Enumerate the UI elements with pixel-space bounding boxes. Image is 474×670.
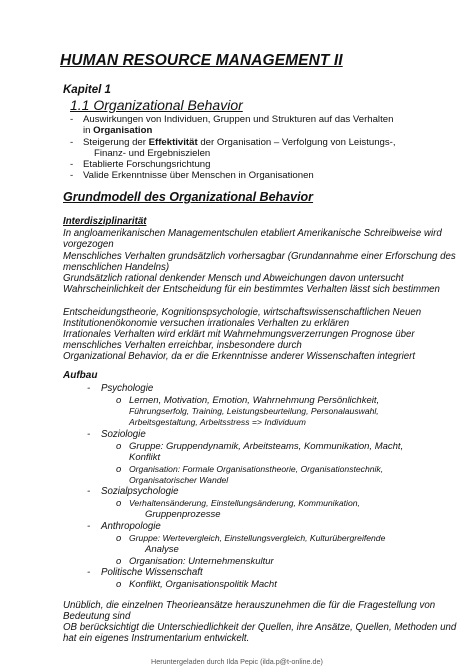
outline-bullet: o bbox=[116, 498, 122, 509]
outline-level2: Konflikt, Organisationspolitik Macht bbox=[129, 579, 277, 590]
paragraph-line: Wahrscheinlichkeit der Entscheidung für ein bestimmtes Verhalten lässt sich bestimmen bbox=[63, 284, 440, 295]
bullet-dash: - bbox=[70, 114, 74, 125]
outline-level2: Konflikt bbox=[129, 452, 161, 463]
aufbau-heading: Aufbau bbox=[63, 370, 98, 381]
outline-level1: Anthropologie bbox=[101, 521, 161, 532]
outline-level2: Gruppenprozesse bbox=[145, 509, 221, 520]
outline-level2: Organisation: Unternehmenskultur bbox=[129, 556, 274, 567]
paragraph-line: hat ein eigenes Instrumentarium entwickelt. bbox=[63, 633, 250, 644]
paragraph-line: Institutionenökonomie versuchen irrationales Verhalten zu erklären bbox=[63, 318, 350, 329]
outline-bullet: o bbox=[116, 395, 122, 406]
outline-level2: Verhaltensänderung, Einstellungsänderung, Kommunikation, bbox=[129, 498, 360, 508]
outline-level2: Analyse bbox=[145, 544, 179, 555]
outline-level2: Führungserfolg, Training, Leistungsbeurteilung, Personalauswahl, bbox=[129, 406, 379, 416]
outline-level2: Gruppe: Gruppendynamik, Arbeitsteams, Kommunikation, Macht, bbox=[129, 441, 404, 452]
outline-level2: Lernen, Motivation, Emotion, Wahrnehmung Persönlichkeit, bbox=[129, 395, 380, 406]
paragraph-line: Menschliches Verhalten grundsätzlich vorhersagbar (Grundannahme einer Erforschung des bbox=[63, 251, 456, 262]
outline-level1: Politische Wissenschaft bbox=[101, 567, 203, 578]
paragraph-line: Grundsätzlich rational denkender Mensch und Abweichungen davon untersucht bbox=[63, 273, 404, 284]
section-heading: 1.1 Organizational Behavior bbox=[70, 97, 243, 113]
bullet-text: in Organisation bbox=[83, 125, 153, 136]
outline-dash: - bbox=[87, 486, 91, 497]
paragraph-line: OB berücksichtigt die Unterschiedlichkeit der Quellen, ihre Ansätze, Quellen, Methoden und bbox=[63, 622, 457, 633]
paragraph-line: vorgezogen bbox=[63, 239, 114, 250]
outline-level1: Soziologie bbox=[101, 429, 146, 440]
outline-level2: Gruppe: Wertevergleich, Einstellungsvergleich, Kulturübergreifende bbox=[129, 533, 386, 543]
outline-dash: - bbox=[87, 567, 91, 578]
outline-bullet: o bbox=[116, 579, 122, 590]
bullet-text: Valide Erkenntnisse über Menschen in Organisationen bbox=[83, 170, 314, 181]
bullet-text: Etablierte Forschungsrichtung bbox=[83, 159, 211, 170]
outline-level2: Arbeitsgestaltung, Arbeitsstress => Individuum bbox=[129, 417, 306, 427]
outline-dash: - bbox=[87, 383, 91, 394]
bullet-dash: - bbox=[70, 159, 74, 170]
chapter-label: Kapitel 1 bbox=[63, 84, 111, 96]
paragraph-line: menschliches Verhalten erreichbar, insbesondere durch bbox=[63, 340, 302, 351]
paragraph-line: Irrationales Verhalten wird erklärt mit Wahrnehmungsverzerrungen Prognose über bbox=[63, 329, 415, 340]
bullet-text: Finanz- und Ergebniszielen bbox=[94, 148, 211, 159]
bullet-text: Steigerung der Effektivität der Organisation – Verfolgung von Leistungs-, bbox=[83, 137, 396, 148]
outline-dash: - bbox=[87, 429, 91, 440]
outline-bullet: o bbox=[116, 464, 122, 475]
paragraph-line: Organizational Behavior, da er die Erkenntnisse anderer Wissenschaften integriert bbox=[63, 351, 416, 362]
paragraph-line: Entscheidungstheorie, Kognitionspsychologie, wirtschaftswissenschaftlichen Neuen bbox=[63, 307, 422, 318]
outline-level1: Psychologie bbox=[101, 383, 154, 394]
paragraph-line: menschlichen Handelns) bbox=[63, 262, 170, 273]
outline-level2: Organisation: Formale Organisationstheorie, Organisationstechnik, bbox=[129, 464, 384, 474]
subheading: Interdisziplinarität bbox=[63, 216, 147, 227]
bullet-dash: - bbox=[70, 170, 74, 181]
bullet-emphasis: Effektivität bbox=[148, 137, 198, 148]
document-title: HUMAN RESOURCE MANAGEMENT II bbox=[60, 52, 343, 69]
outline-bullet: o bbox=[116, 556, 122, 567]
paragraph-line: Unüblich, die einzelnen Theorieansätze herauszunehmen die für die Fragestellung von bbox=[63, 600, 436, 611]
bullet-text: Auswirkungen von Individuen, Gruppen und Strukturen auf das Verhalten bbox=[83, 114, 394, 125]
outline-dash: - bbox=[87, 521, 91, 532]
paragraph-line: In angloamerikanischen Managementschulen etabliert Amerikanische Schreibweise wird bbox=[63, 228, 442, 239]
section-heading-2: Grundmodell des Organizational Behavior bbox=[63, 190, 314, 204]
outline-bullet: o bbox=[116, 441, 122, 452]
paragraph-line: Bedeutung sind bbox=[63, 611, 131, 622]
outline-level1: Sozialpsychologie bbox=[101, 486, 179, 497]
outline-level2: Organisatorischer Wandel bbox=[129, 475, 229, 485]
page-footer: Heruntergeladen durch Ilda Pepic (ilda.p@t-online.de) bbox=[151, 657, 323, 666]
bullet-dash: - bbox=[70, 137, 74, 148]
bullet-emphasis: Organisation bbox=[93, 125, 153, 136]
outline-bullet: o bbox=[116, 533, 122, 544]
